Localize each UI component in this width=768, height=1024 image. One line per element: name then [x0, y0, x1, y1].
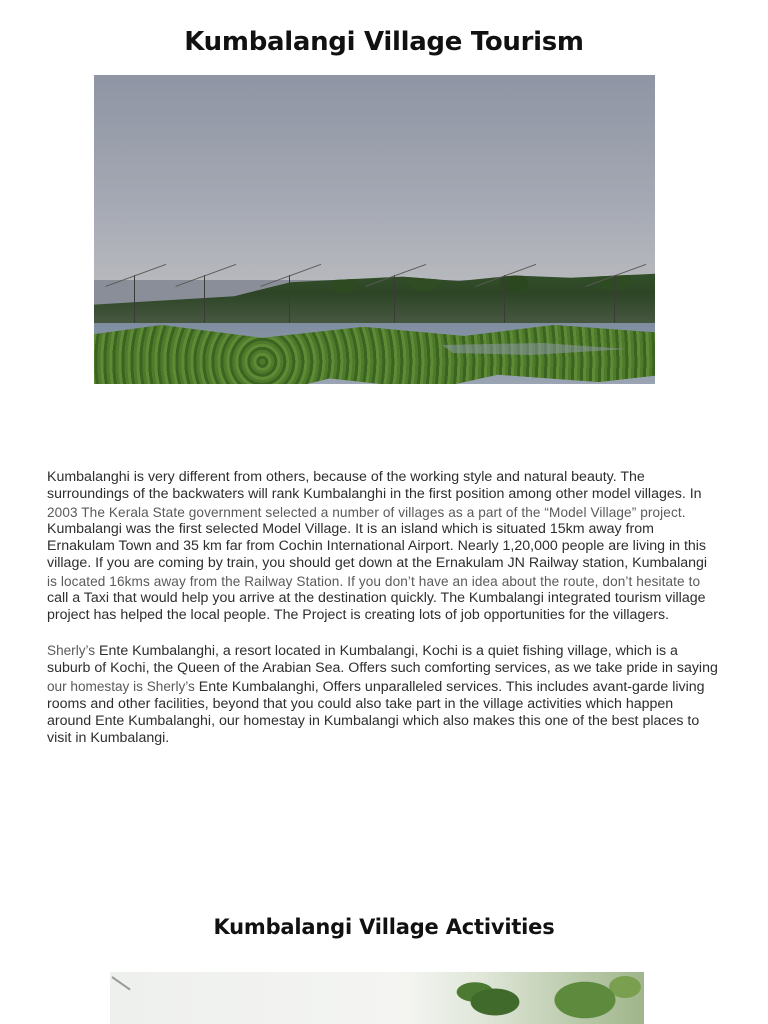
fishing-net-icon: [504, 275, 505, 325]
paragraph-line: Ernakulam Town and 35 km far from Cochin International Airport. Nearly 1,20,000 people are living in this: [47, 538, 707, 555]
paragraph-line: Kumbalangi was the first selected Model Village. It is an island which is situated 15km away from: [47, 520, 654, 537]
village-activities-photo: [110, 972, 644, 1024]
resort-paragraph: [47, 642, 737, 748]
fishing-net-icon: [204, 275, 205, 325]
tree-canopy-icon: [530, 972, 644, 1024]
section-title: Kumbalangi Village Activities: [213, 915, 555, 939]
paragraph-line: Kumbalanghi is very different from others, because of the working style and natural beauty. The: [47, 469, 645, 485]
paragraph-line: is located 16kms away from the Railway Station. If you don’t have an idea about the route, don’t hesitate to: [47, 573, 701, 589]
fishing-net-icon: [614, 275, 615, 325]
paragraph-line: village. If you are coming by train, you should get down at the Ernakulam JN Railway station, Kumbalangi: [47, 555, 708, 572]
paragraph-line: [47, 642, 737, 660]
paragraph-line: around Ente Kumbalanghi, our homestay in Kumbalangi which also makes this one of the best places to: [47, 713, 700, 730]
paragraph-line: suburb of Kochi, the Queen of the Arabian Sea. Offers such comforting services, as we take pride in saying: [47, 660, 718, 677]
resort-name-text: Sherly’s: [47, 643, 96, 658]
intro-paragraph: [47, 469, 737, 625]
paragraph-line: visit in Kumbalangi.: [47, 730, 170, 747]
photo-sky: [94, 75, 655, 280]
paragraph-text: Ente Kumbalanghi, Offers unparalleled services. This includes avant-garde living: [194, 678, 705, 695]
resort-name-text: our homestay is Sherly’s: [47, 678, 195, 694]
paragraph-line: call a Taxi that would help you arrive at the destination quickly. The Kumbalangi integrated tourism village: [47, 590, 706, 607]
photo-branch: [111, 976, 130, 990]
palm-tree-icon: [455, 972, 535, 1024]
fishing-net-icon: [289, 275, 290, 325]
backwaters-photo: [94, 75, 655, 384]
fishing-net-icon: [134, 275, 135, 325]
paragraph-text: Ente Kumbalanghi, a resort located in Kumbalangi, Kochi is a quiet fishing village, which is a: [95, 643, 678, 659]
paragraph-line: 2003 The Kerala State government selected a number of villages as a part of the “Model Village” project.: [47, 504, 686, 520]
paragraph-line: surroundings of the backwaters will rank Kumbalanghi in the first position among other model villages. In: [47, 486, 702, 503]
page-title: Kumbalangi Village Tourism: [184, 27, 584, 57]
photo-water-hyacinth: [94, 325, 655, 384]
paragraph-line: project has helped the local people. The Project is creating lots of job opportunities for the villagers.: [47, 607, 669, 624]
fishing-net-icon: [394, 275, 395, 325]
paragraph-line: [47, 678, 737, 696]
paragraph-line: rooms and other facilities, beyond that you could also take part in the village activities which happen: [47, 695, 674, 712]
